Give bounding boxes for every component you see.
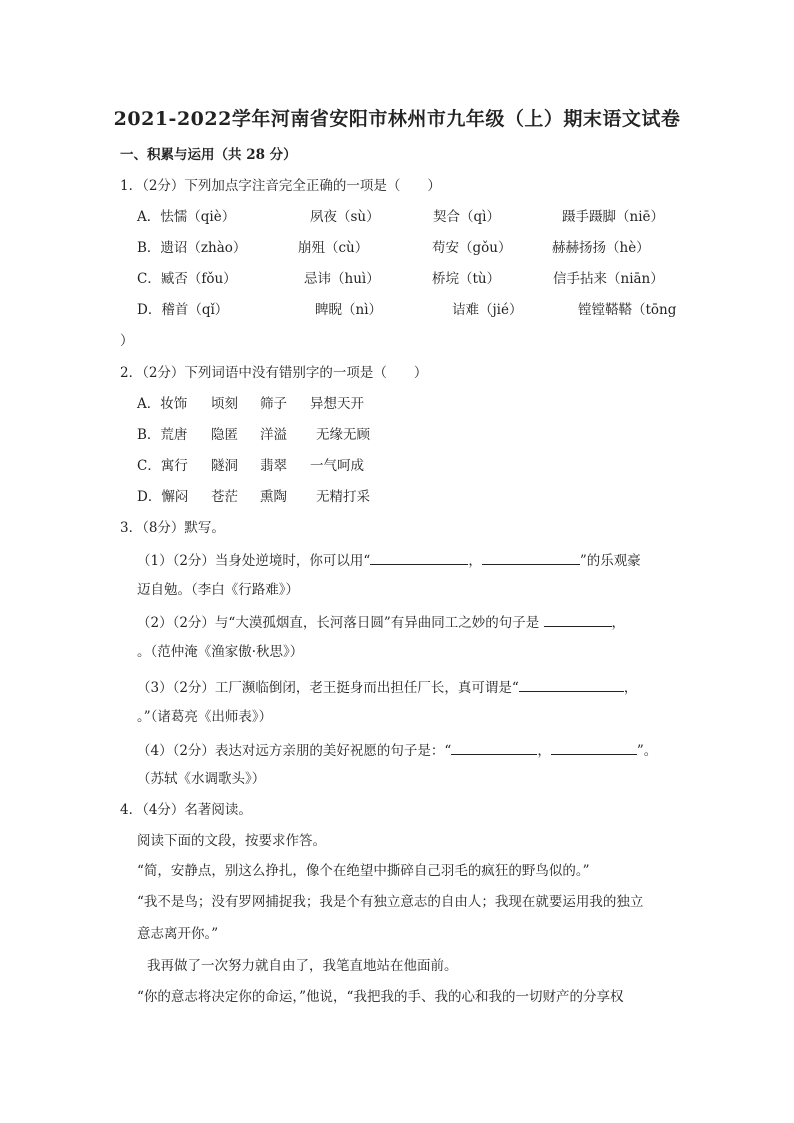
q3-item-3-source: 。”（诸葛亮《出师表》）: [137, 709, 273, 725]
q3-item-3-text-a: （3）（2分）工厂濒临倒闭，老王挺身而出担任厂长，真可谓是“: [137, 680, 519, 696]
q2-option-c-1: C．寓行: [137, 458, 188, 474]
q3-item-4-text-c: ”。: [636, 743, 658, 759]
q1-option-a-4: 蹑手蹑脚（niē）: [562, 209, 665, 225]
q2-option-b-4: 无缘无顾: [316, 427, 370, 443]
q3-item-3-text-b: ，: [623, 680, 638, 696]
q3-item-1-text-a: （1）（2分）当身处逆境时，你可以用“: [137, 553, 371, 569]
q3-item-1-source: 迈自勉。（李白《行路难》）: [137, 582, 299, 598]
q2-option-d-1: D．懈闷: [137, 489, 189, 505]
q2-option-c-4: 一气呵成: [310, 458, 364, 474]
q2-option-a-2: 顷刻: [211, 396, 238, 412]
answer-blank[interactable]: [370, 550, 468, 565]
q3-item-4: [137, 740, 657, 760]
q1-option-a-1: A．怯懦（qiè）: [137, 209, 236, 225]
q3-item-2-text-a: （2）（2分）与“大漠孤烟直，长河落日圆”有异曲同工之妙的句子是: [137, 615, 540, 631]
q1-option-b-3: 苟安（gǒu）: [432, 240, 512, 256]
question-4-stem: 4．（4分）名著阅读。: [120, 802, 252, 818]
q1-option-c-3: 桥垸（tù）: [432, 271, 501, 287]
answer-blank[interactable]: [551, 740, 637, 755]
q3-item-4-text-b: ，: [537, 743, 551, 759]
page-title: 2021-2022学年河南省安阳市林州市九年级（上）期末语文试卷: [113, 108, 681, 130]
q4-passage-line: “简，安静点，别这么挣扎，像个在绝望中撕碎自己羽毛的疯狂的野鸟似的。”: [137, 863, 590, 879]
q3-item-4-text-a: （4）（2分）表达对远方亲朋的美好祝愿的句子是：“: [137, 743, 452, 759]
q3-item-1: [137, 550, 641, 570]
q2-option-b-1: B．荒唐: [137, 427, 188, 443]
q2-option-c-3: 翡翠: [260, 458, 287, 474]
q2-option-b-2: 隐匿: [211, 427, 238, 443]
q1-option-c-4: 信手拈来（niān）: [553, 271, 664, 287]
q2-option-a-4: 异想天开: [310, 396, 364, 412]
q3-item-3: [137, 677, 637, 697]
q4-passage-line: “你的意志将决定你的命运，”他说，“我把我的手、我的心和我的一切财产的分享权: [137, 989, 624, 1005]
question-1-stem: 1．（2分）下列加点字注音完全正确的一项是（ ）: [120, 178, 441, 194]
q1-option-d-2: 睥睨（nì）: [315, 302, 383, 318]
question-2-stem: 2．（2分）下列词语中没有错别字的一项是（ ）: [120, 365, 428, 381]
q2-option-d-3: 熏陶: [260, 489, 287, 505]
q1-option-c-1: C．臧否（fǒu）: [137, 271, 237, 287]
answer-blank[interactable]: [482, 550, 580, 565]
q1-option-d-3: 诘难（jié）: [452, 302, 523, 318]
q2-option-a-3: 筛子: [260, 396, 287, 412]
q1-option-d-close: ）: [120, 333, 134, 349]
answer-blank[interactable]: [519, 677, 624, 692]
section-heading: 一、积累与运用（共 28 分）: [120, 147, 297, 163]
q4-passage-line: “我不是鸟；没有罗网捕捉我；我是个有独立意志的自由人；我现在就要运用我的独立: [137, 894, 644, 910]
q1-option-a-2: 夙夜（sù）: [310, 209, 380, 225]
q4-instruction: 阅读下面的文段，按要求作答。: [137, 833, 326, 849]
q1-option-d-4: 镗镗鞳鞳（tōng: [578, 302, 677, 318]
q2-option-d-2: 苍茫: [211, 489, 238, 505]
q2-option-b-3: 洋溢: [260, 427, 287, 443]
q3-item-1-text-c: ”的乐观豪: [579, 553, 641, 569]
q2-option-d-4: 无精打采: [316, 489, 370, 505]
q1-option-b-2: 崩殂（cù）: [298, 240, 369, 256]
q3-item-2: [137, 612, 625, 632]
answer-blank[interactable]: [544, 612, 612, 627]
q3-item-4-source: （苏轼《水调歌头》）: [137, 771, 266, 787]
question-3-stem: 3．（8分）默写。: [120, 520, 225, 536]
q1-option-a-3: 契合（qì）: [433, 209, 500, 225]
q4-passage-line: 我再做了一次努力就自由了，我笔直地站在他面前。: [147, 958, 458, 974]
q1-option-d-1: D．稽首（qǐ）: [137, 302, 229, 318]
q3-item-1-text-b: ，: [468, 553, 482, 569]
q1-option-b-1: B．遗诏（zhào）: [137, 240, 247, 256]
answer-blank[interactable]: [451, 740, 537, 755]
q2-option-a-1: A．妆饰: [137, 396, 188, 412]
q3-item-2-source: 。（范仲淹《渔家傲·秋思》）: [137, 644, 304, 660]
q3-item-2-text-b: ，: [611, 615, 626, 631]
q1-option-c-2: 忌讳（huì）: [304, 271, 380, 287]
q1-option-b-4: 赫赫扬扬（hè）: [552, 240, 650, 256]
q4-passage-line: 意志离开你。”: [137, 926, 219, 942]
q2-option-c-2: 隧洞: [211, 458, 238, 474]
